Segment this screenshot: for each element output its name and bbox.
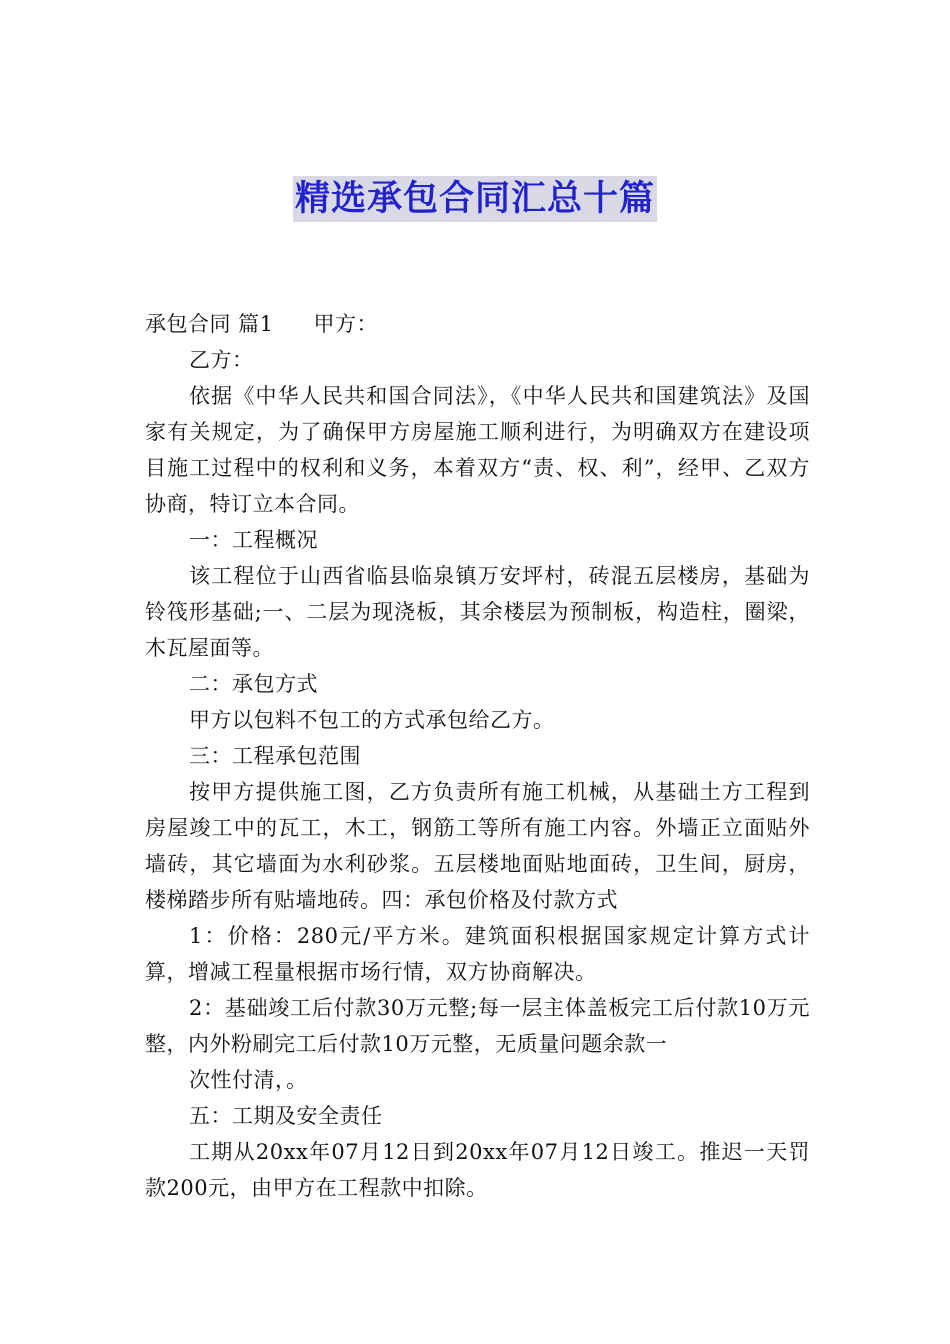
title-container [0, 176, 950, 222]
paragraph-contract-scope: 按甲方提供施工图，乙方负责所有施工机械，从基础土方工程到房屋竣工中的瓦工，木工，钢筋工等所有施工内容。外墙正立面贴外墙砖，其它墙面为水利砂浆。五层楼地面贴地面砖，卫生间，厨房，楼梯踏步所有贴墙地砖。四：承包价格及付款方式 [145, 780, 810, 912]
party-a-label: 甲方： [313, 312, 379, 336]
heading-schedule-safety: 五：工期及安全责任 [189, 1104, 383, 1128]
paragraph-project-overview: 该工程位于山西省临县临泉镇万安坪村，砖混五层楼房，基础为铃筏形基础;一、二层为现浇板，其余楼层为预制板，构造柱，圈梁，木瓦屋面等。 [145, 564, 810, 660]
heading-project-overview: 一：工程概况 [189, 528, 318, 552]
heading-contract-method: 二：承包方式 [189, 672, 318, 696]
paragraph-legal-basis: 依据《中华人民共和国合同法》，《中华人民共和国建筑法》及国家有关规定，为了确保甲方房屋施工顺利进行，为明确双方在建设项目施工过程中的权利和义务，本着双方“责、权、利”，经甲、乙双方协商，特订立本合同。 [145, 384, 810, 516]
document-body [145, 306, 810, 1206]
paragraph-price: 1：价格：280元/平方米。建筑面积根据国家规定计算方式计算，增减工程量根据市场行情，双方协商解决。 [145, 924, 810, 984]
paragraph-payment-continued: 次性付清，。 [189, 1068, 308, 1092]
party-b-label: 乙方： [189, 348, 254, 372]
paragraph-payment: 2：基础竣工后付款30万元整;每一层主体盖板完工后付款10万元整，内外粉刷完工后付款10万元整，无质量问题余款一 [145, 996, 810, 1056]
heading-contract-scope: 三：工程承包范围 [189, 744, 361, 768]
section-label: 承包合同 篇1 [145, 312, 274, 336]
section-heading-line [145, 306, 810, 342]
document-title: 精选承包合同汇总十篇 [293, 176, 657, 222]
paragraph-contract-method: 甲方以包料不包工的方式承包给乙方。 [189, 708, 555, 732]
paragraph-schedule: 工期从20xx年07月12日到20xx年07月12日竣工。推迟一天罚款200元，由甲方在工程款中扣除。 [145, 1140, 810, 1200]
